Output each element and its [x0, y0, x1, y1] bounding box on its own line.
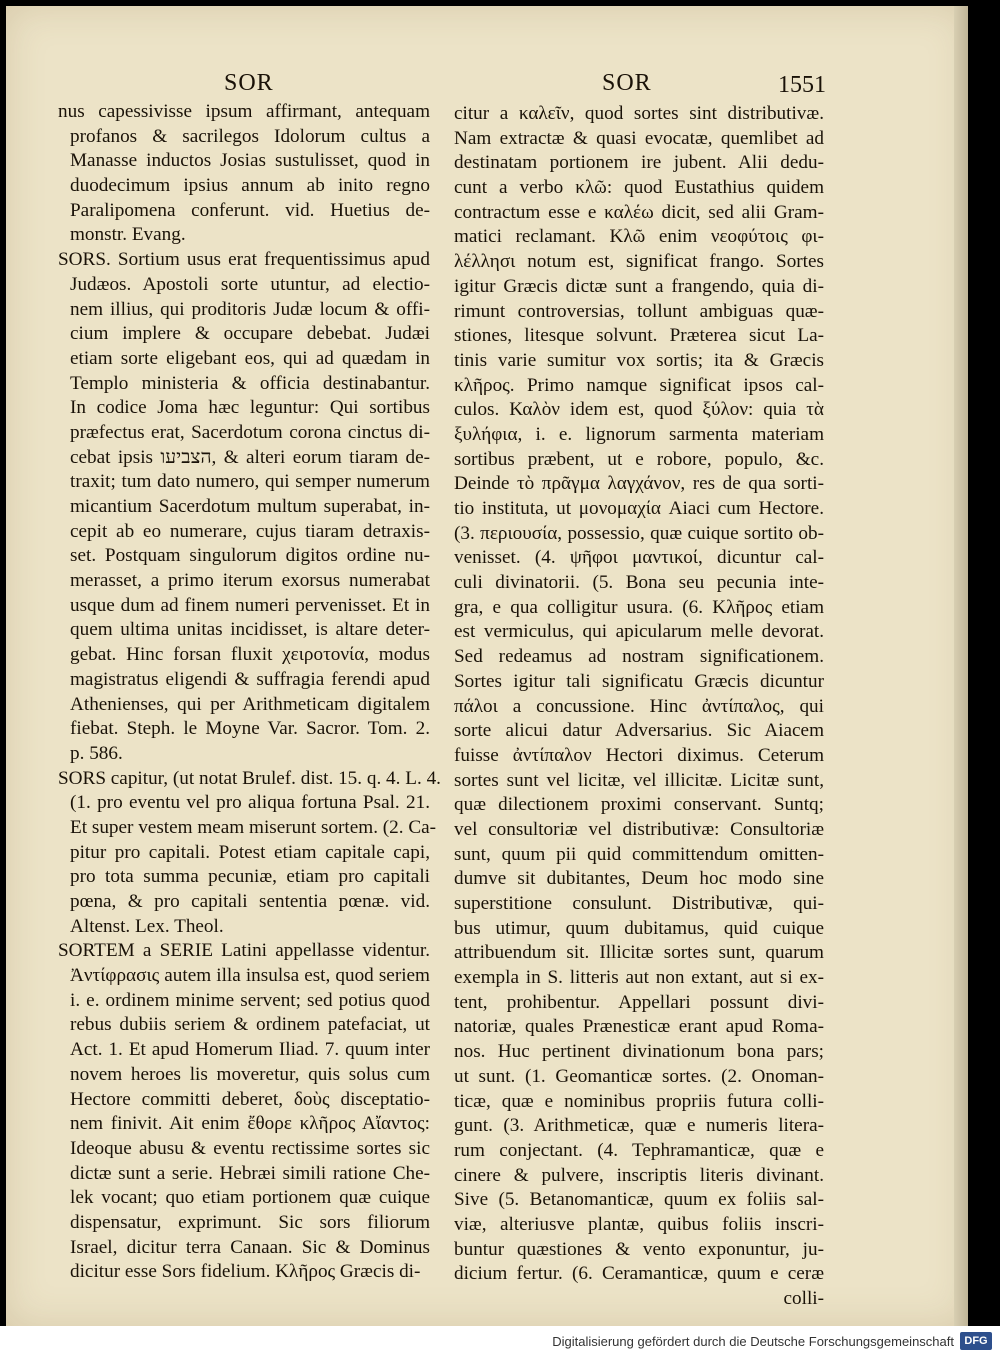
right-column-line: cunt a verbo κλῶ: quod Eustathius quidem: [454, 177, 824, 199]
left-column-line: nus capessivisse ipsum affirmant, antequam: [58, 101, 430, 122]
footer-credit: Digitalisierung gefördert durch die Deutsche Forschungsgemeinschaft: [552, 1334, 954, 1349]
right-column-line: quæ dilectionem proximi conservant. Suntq;: [454, 794, 824, 816]
left-column-line: dispensatur, exprimunt. Sic sors filiorum: [70, 1211, 430, 1233]
left-column-line: profanos & sacrilegos Idolorum cultus a: [70, 125, 430, 147]
left-column-line: pitur pro capitali. Potest etiam capitale capi,: [70, 841, 430, 863]
right-column-line: colli-: [783, 1288, 824, 1309]
right-column-line: buntur quæstiones & vento exponuntur, ju-: [454, 1238, 824, 1260]
left-column-line: Israel, dicitur terra Canaan. Sic & Dominus: [70, 1236, 430, 1258]
right-column-line: vel consultoriæ vel distributivæ: Consultoriæ: [454, 818, 824, 840]
right-column-line: cinere & pulvere, inscriptis literis divinant.: [454, 1164, 824, 1186]
left-column-line: p. 586.: [70, 742, 123, 764]
left-text-column: [58, 100, 441, 1285]
right-column-line: culos. Καλὸν idem est, quod ξύλον: quia τὰ: [454, 399, 824, 421]
right-column-line: venisset. (4. ψῆφοι μαντικοί, dicuntur cal-: [454, 547, 824, 569]
scanned-page: [6, 6, 968, 1326]
left-column-line: In codice Joma hæc leguntur: Qui sortibus: [70, 397, 430, 419]
right-column-line: stiones, litesque solvunt. Præterea sicut La-: [454, 325, 824, 347]
right-column-line: dicium fertur. (6. Ceramanticæ, quum e ceræ: [454, 1263, 824, 1285]
left-column-line: cepit ab eo numerare, cujus tiaram detraxis-: [70, 520, 430, 542]
right-column-line: est vermiculus, qui apicularum melle devorat.: [454, 621, 824, 643]
right-column-line: tio instituta, ut μονομαχία Aiaci cum Hectore.: [454, 498, 824, 519]
left-column-line: Altenst. Lex. Theol.: [70, 915, 224, 937]
left-column-line: Ἀντίφρασις autem illa insulsa est, quod seriem: [70, 965, 430, 987]
left-column-line: magistratus eligendi & suffragia ferendi apud: [70, 668, 430, 690]
right-column-line: sunt, quum pii quid committendum omitten-: [454, 843, 824, 865]
right-column-line: igitur Græcis dictæ sunt a frangendo, quia di-: [454, 275, 824, 297]
footer-bar: [0, 1326, 1000, 1358]
left-column-line: SORS. Sortium usus erat frequentissimus apud: [58, 249, 430, 271]
right-column-line: culi divinatorii. (5. Bona seu pecunia inte-: [454, 572, 824, 594]
right-column-line: Sive (5. Betanomanticæ, quum ex foliis sal-: [454, 1189, 824, 1211]
left-column-line: quem ultima unitas incidisset, is altare deter-: [70, 619, 430, 641]
left-column-line: etiam sorte eligebant eos, qui ad quædam in: [70, 347, 430, 369]
right-column-line: viæ, alteriusve plantæ, quibus foliis inscri-: [454, 1213, 824, 1235]
left-column-line: Templo ministeria & officia destinabantur.: [70, 372, 430, 394]
right-column-line: Sed redeamus ad nostram significationem.: [454, 646, 824, 668]
right-column-line: gunt. (3. Arithmeticæ, quæ e numeris litera-: [454, 1115, 824, 1137]
right-text-column: [454, 102, 824, 1312]
left-column-line: cium implere & occupare debebat. Judæi: [70, 323, 430, 345]
left-column-line: Hectore committi deberet, δοὺς disceptatio-: [70, 1088, 430, 1110]
right-column-line: exempla in S. litteris aut non extant, aut si ex-: [454, 967, 824, 989]
right-column-line: Nam extractæ & quasi evocatæ, quemlibet ad: [454, 127, 824, 149]
right-column-line: bus utimur, quum dubitamus, quid cuique: [454, 917, 824, 939]
left-column-line: pro tota summa pecuniæ, etiam pro capitali: [70, 866, 430, 888]
right-column-line: gra, e qua colligitur usura. (6. Κλῆρος etiam: [454, 596, 824, 618]
right-column-line: citur a καλεῖν, quod sortes sint distributivæ.: [454, 103, 824, 124]
left-column-line: cebat ipsis הצביעו, & alteri eorum tiaram de-: [70, 446, 430, 468]
left-column-line: Manasse inductos Josias sustulisset, quod in: [70, 150, 430, 172]
right-column-line: ξυλήφια, i. e. lignorum sarmenta materiam: [454, 423, 824, 445]
left-column-line: Act. 1. Et apud Homerum Iliad. 7. quum inter: [70, 1039, 430, 1061]
right-column-line: rum conjectant. (4. Tephramanticæ, quæ e: [454, 1139, 824, 1161]
right-column-line: matici reclamant. Κλῶ enim νεοφύτοις φι-: [454, 226, 824, 248]
right-column-line: ut sunt. (1. Geomanticæ sortes. (2. Onoman-: [454, 1065, 824, 1087]
right-column-line: Deinde τὸ πρᾶγμα λαγχάνον, res de qua sorti-: [454, 473, 824, 495]
left-column-line: i. e. ordinem minime servent; sed potius quod: [70, 989, 430, 1011]
right-column-line: κλῆρος. Primo namque significat ipsos cal-: [454, 374, 824, 396]
left-column-line: rebus dubiis seriem & ordinem patefaciat, ut: [70, 1014, 430, 1036]
right-column-line: fuisse ἀντίπαλον Hectori diximus. Ceterum: [454, 744, 824, 766]
right-column-line: attribuendum sit. Illicitæ sortes sunt, quarum: [454, 942, 824, 964]
right-column-line: superstitione consulunt. Distributivæ, qui-: [454, 893, 824, 914]
dfg-logo: DFG: [960, 1332, 992, 1350]
right-column-line: ticæ, quæ e nominibus propriis futura colli-: [454, 1090, 824, 1112]
right-column-line: contractum esse e καλέω dicit, sed alii Gram-: [454, 201, 824, 223]
right-column-line: destinatam portionem ire jubent. Alii dedu-: [454, 152, 824, 174]
left-column-line: Judæos. Apostoli sorte utuntur, ad electio-: [70, 273, 430, 295]
left-column-line: dictæ sunt a serie. Hebræi simili ratione Che-: [70, 1162, 430, 1184]
right-column-line: nos. Huc pertinent divinationum bona pars;: [454, 1041, 824, 1063]
right-column-line: tent, prohibentur. Appellari possunt divi-: [454, 991, 824, 1013]
left-column-line: usque dum ad finem numeri pervenisset. Et in: [70, 594, 430, 616]
right-column-line: rimunt controversias, tollunt ambiguas quæ-: [454, 300, 824, 322]
page-number: 1551: [778, 72, 826, 98]
right-column-line: dumve sit dubitantes, Deum hoc modo sine: [454, 868, 824, 890]
right-column-line: sortibus præbent, ut e robore, populo, &c.: [454, 448, 824, 470]
left-column-line: SORTEM a SERIE Latini appellasse videntur.: [58, 940, 430, 962]
right-column-line: tinis varie sumitur vox sortis; ita & Græcis: [454, 349, 824, 371]
right-column-line: sorte alicui datur Adversarius. Sic Aiacem: [454, 720, 824, 742]
right-column-line: natoriæ, quales Prænesticæ erant apud Roma-: [454, 1016, 824, 1038]
left-column-line: nem illius, qui proditoris Judæ locum & offi-: [70, 298, 430, 320]
left-running-head: SOR: [224, 70, 274, 96]
right-column-line: Sortes igitur tali significatu Græcis dicuntur: [454, 670, 824, 692]
left-column-line: gebat. Hinc forsan fluxit χειροτονία, modus: [70, 644, 430, 666]
left-column-line: monstr. Evang.: [70, 224, 186, 246]
right-column-line: πάλοι a concussione. Hinc ἀντίπαλος, qui: [454, 695, 824, 717]
right-column-line: (3. περιουσία, possessio, quæ cuique sortito ob-: [454, 522, 824, 544]
left-column-line: Ideoque abusu & eventu rectissime sortes sic: [70, 1137, 430, 1159]
left-column-line: pœna, & pro capitali sententia pœnæ. vid.: [70, 891, 430, 912]
left-column-line: fiebat. Steph. le Moyne Var. Sacror. Tom. 2.: [70, 718, 430, 740]
left-column-line: lek vocant; quo etiam portionem quæ cuique: [70, 1187, 430, 1209]
left-column-line: novem heroes lis moveretur, quis solus cum: [70, 1063, 430, 1085]
left-column-line: duodecimum ipsius annum ab inito regno: [70, 175, 430, 197]
left-column-line: micantium Sacerdotum multum superabat, in-: [70, 496, 430, 517]
right-column-line: λέλλησι notum est, significat frango. Sortes: [454, 251, 824, 273]
left-column-line: (1. pro eventu vel pro aliqua fortuna Psal. 21.: [70, 792, 430, 814]
left-column-line: traxit; tum dato numero, qui semper numerum: [70, 471, 430, 493]
right-running-head: SOR: [602, 70, 652, 96]
left-column-line: merasset, a primo iterum exorsus numerabat: [70, 570, 430, 592]
page-edge: [954, 6, 968, 1326]
left-column-line: Paralipomena conferunt. vid. Huetius de-: [70, 199, 430, 221]
left-column-line: nem finivit. Ait enim ἔθορε κλῆρος Αἴαντος:: [70, 1113, 430, 1135]
left-column-line: dicitur esse Sors fidelium. Κλῆρος Græcis di-: [70, 1261, 421, 1283]
left-column-line: præfectus erat, Sacerdotum corona cinctus di-: [70, 421, 430, 443]
left-column-line: Et super vestem meam miserunt sortem. (2. Ca-: [70, 816, 437, 838]
left-column-line: SORS capitur, (ut notat Brulef. dist. 15. q. 4. L. 4.: [58, 767, 441, 789]
left-column-line: set. Postquam singulorum digitos ordine nu-: [70, 545, 430, 567]
right-column-line: sortes sunt vel licitæ, vel illicitæ. Licitæ sunt,: [454, 769, 824, 791]
left-column-line: Athenienses, qui per Arithmeticam digitalem: [70, 693, 430, 715]
